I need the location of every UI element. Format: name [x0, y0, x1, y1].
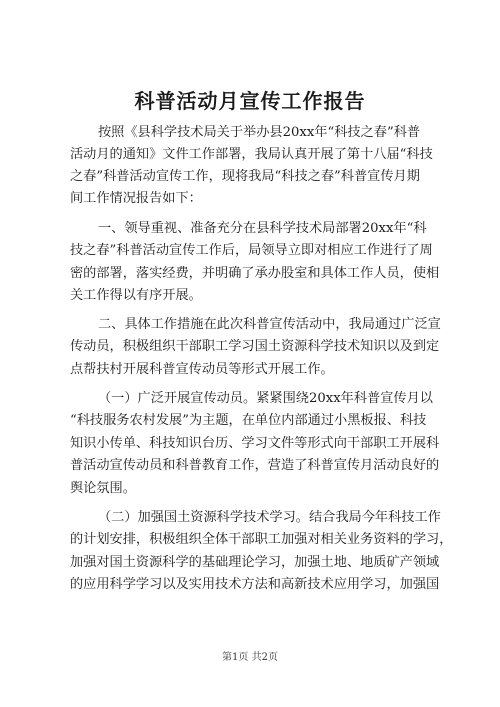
- body-line: 二、具体工作措施在此次科普宣传活动中，我局通过广泛宣: [98, 317, 441, 332]
- body-line: 间工作情况报告如下：: [70, 191, 202, 206]
- body-line: 按照《县科学技术局关于举办县20xx年“科技之春”科普: [98, 125, 421, 140]
- body-line: 密的部署，落实经费，并明确了承办股室和具体工作人员，使相: [70, 266, 440, 281]
- body-line: （二）加强国土资源科学技术学习。结合我局今年科技工作: [98, 510, 441, 525]
- body-line: （一）广泛开展宣传动员。紧紧围绕20xx年科普宣传月以: [98, 391, 433, 406]
- body-line: “科技服务农村发展”为主题，在单位内部通过小黑板报、科技: [70, 413, 427, 428]
- page-number: 第1页 共2页: [222, 652, 278, 663]
- body-line: 的应用科学学习以及实用技术方法和高新技术应用学习，加强国: [70, 577, 440, 592]
- body-line: 知识小传单、科技知识台历、学习文件等形式向干部职工开展科: [70, 436, 440, 451]
- document-title: 科普活动月宣传工作报告: [134, 89, 366, 113]
- body-line: 的计划安排，积极组织全体干部职工加强对相关业务资料的学习，: [70, 532, 453, 547]
- body-line: 传动员，积极组织干部职工学习国土资源科学技术知识以及到定: [70, 339, 440, 354]
- body-line: 舆论氛围。: [70, 481, 136, 496]
- body-line: 一、领导重视、准备充分在县科学技术局部署20xx年“科: [98, 221, 427, 236]
- body-line: 加强对国土资源科学的基础理论学习，加强土地、地质矿产领域: [70, 555, 440, 570]
- body-line: 普活动宣传动员和科普教育工作，营造了科普宣传月活动良好的: [70, 458, 440, 473]
- body-line: 点帮扶村开展科普宣传动员等形式开展工作。: [70, 362, 334, 377]
- body-line: 之春”科普活动宣传工作，现将我局“科技之春”科普宣传月期: [70, 169, 420, 184]
- body-line: 技之春”科普活动宣传工作后，局领导立即对相应工作进行了周: [70, 243, 433, 258]
- body-line: 活动月的通知》文件工作部署，我局认真开展了第十八届“科技: [70, 147, 433, 162]
- body-line: 关工作得以有序开展。: [70, 288, 202, 303]
